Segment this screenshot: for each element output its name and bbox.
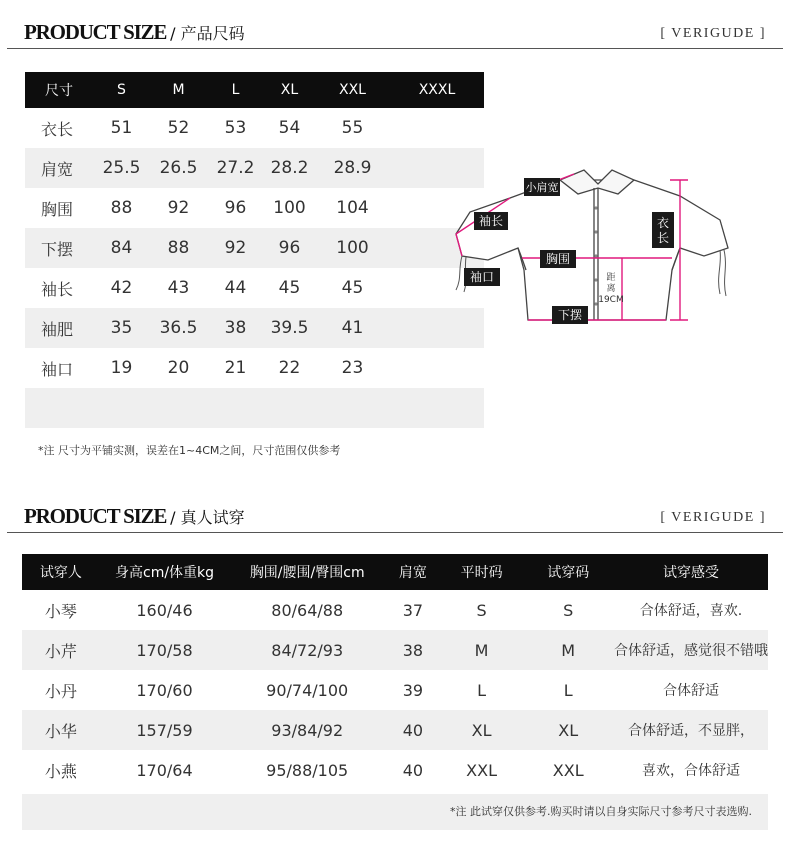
size-row-label: 衣长 — [41, 119, 74, 139]
tryon-cell: 38 — [385, 630, 441, 670]
tryon-feeling: 合体舒适 — [663, 683, 719, 699]
tryon-cell: 小丹 — [44, 681, 77, 701]
size-cell: 23 — [341, 358, 364, 378]
tryon-header-cell: 试穿感受 — [614, 554, 768, 590]
size-cell: 43 — [167, 278, 190, 298]
tryon-cell: 40 — [385, 710, 441, 750]
size-cell — [390, 348, 484, 388]
size-header-cell: XXXL — [390, 72, 484, 108]
size-table-row — [25, 388, 484, 428]
size-table — [25, 72, 484, 428]
tryon-header-cell: 胸围/腰围/臀围cm — [229, 554, 385, 590]
size-cell: 21 — [224, 358, 247, 378]
size-cell: 27.2 — [207, 148, 264, 188]
tryon-feeling: 合体舒适，不显胖， — [614, 710, 768, 750]
tryon-cell: 170/58 — [100, 630, 230, 670]
size-cell — [93, 388, 150, 428]
tryon-cell: 80/64/88 — [271, 600, 344, 620]
size-header-cell: XXL — [315, 72, 390, 108]
size-row-label — [25, 388, 93, 428]
tryon-cell: 小芹 — [22, 630, 100, 670]
garment-diagram — [448, 160, 738, 335]
tryon-feeling: 合体舒适，感觉很不错哦 — [614, 630, 768, 670]
tryon-cell: XXL — [466, 760, 497, 780]
section2-brand: [ VERIGUDE ] — [660, 510, 766, 525]
tryon-table-row — [22, 710, 768, 750]
section1-title — [24, 20, 245, 45]
diagram-label-cuff — [464, 268, 500, 286]
size-note: *注 尺寸为平铺实测，误差在1~4CM之间，尺寸范围仅供参考 — [38, 444, 341, 457]
size-cell — [150, 388, 207, 428]
size-row-label: 肩宽 — [25, 148, 93, 188]
size-cell — [207, 388, 264, 428]
tryon-cell: 84/72/93 — [229, 630, 385, 670]
tryon-cell: 39 — [402, 680, 424, 700]
svg-text:胸围: 胸围 — [545, 252, 571, 266]
tryon-feeling: 合体舒适，喜欢. — [639, 603, 743, 619]
tryon-table-row — [22, 590, 768, 630]
size-cell: 20 — [167, 358, 190, 378]
size-header-cell: XL — [264, 72, 315, 108]
size-cell: 45 — [278, 278, 301, 298]
tryon-cell: 40 — [402, 760, 424, 780]
tryon-cell: 小燕 — [44, 761, 77, 781]
tryon-cell: 157/59 — [100, 710, 230, 750]
size-cell: 45 — [341, 278, 364, 298]
tryon-header-cell: 试穿码 — [522, 554, 614, 590]
section1-divider — [7, 48, 783, 49]
size-cell: 38 — [207, 308, 264, 348]
svg-text:袖口: 袖口 — [469, 270, 495, 284]
tryon-table — [22, 554, 768, 790]
svg-text:下摆: 下摆 — [557, 308, 583, 322]
tryon-table-row — [22, 750, 768, 790]
svg-text:小肩宽: 小肩宽 — [525, 181, 559, 194]
size-cell: 96 — [224, 198, 247, 218]
tryon-cell: XL — [522, 710, 614, 750]
size-cell: 52 — [167, 118, 190, 138]
tryon-note: *注 此试穿仅供参考.购买时请以自身实际尺寸参考尺寸表选购. — [22, 794, 768, 830]
tryon-cell: 95/88/105 — [266, 760, 349, 780]
tryon-cell: S — [563, 600, 574, 620]
tryon-table-row — [22, 670, 768, 710]
tryon-cell: XL — [441, 710, 523, 750]
tryon-cell: L — [477, 680, 487, 700]
diagram-label-chest — [540, 250, 576, 268]
diagram-label-sleeve — [474, 212, 508, 230]
size-cell: 28.2 — [264, 148, 315, 188]
size-cell — [390, 388, 484, 428]
tryon-cell: 小华 — [22, 710, 100, 750]
tryon-cell: 170/60 — [136, 680, 193, 700]
size-row-label: 袖肥 — [25, 308, 93, 348]
tryon-cell: 160/46 — [136, 600, 193, 620]
tryon-cell: 90/74/100 — [266, 680, 349, 700]
size-table-row — [25, 188, 484, 228]
size-table-row — [25, 108, 484, 148]
size-table-header — [25, 72, 484, 108]
size-cell: 100 — [273, 198, 306, 218]
tryon-table-header — [22, 554, 768, 590]
tryon-cell: M — [441, 630, 523, 670]
size-header-cell: S — [93, 72, 150, 108]
svg-text:距离19CM: 距离 19CM — [598, 273, 624, 305]
tryon-cell: 小琴 — [44, 601, 77, 621]
size-cell: 28.9 — [315, 148, 390, 188]
size-row-label: 胸围 — [41, 199, 74, 219]
size-cell: 88 — [110, 198, 133, 218]
svg-text:衣长: 衣长 — [656, 216, 670, 245]
size-cell: 22 — [278, 358, 301, 378]
size-table-row — [25, 308, 484, 348]
section2-divider — [7, 532, 783, 533]
tryon-cell: 170/64 — [136, 760, 193, 780]
size-cell: 100 — [315, 228, 390, 268]
tryon-table-row — [22, 630, 768, 670]
size-row-label: 袖长 — [41, 279, 74, 299]
size-cell: 55 — [341, 118, 364, 138]
section2-title-main: PRODUCT SIZE — [24, 504, 167, 528]
size-row-label: 下摆 — [25, 228, 93, 268]
diagram-label-shoulder — [524, 178, 560, 196]
size-cell: 39.5 — [264, 308, 315, 348]
size-table-row — [25, 268, 484, 308]
tryon-feeling: 喜欢，合体舒适 — [642, 763, 740, 779]
size-table-row — [25, 148, 484, 188]
size-cell: 36.5 — [150, 308, 207, 348]
size-header-cell: L — [207, 72, 264, 108]
size-cell: 41 — [315, 308, 390, 348]
tryon-header-cell: 平时码 — [441, 554, 523, 590]
size-cell: 92 — [167, 198, 190, 218]
section2-subtitle: / 真人试穿 — [170, 508, 245, 527]
tryon-header-cell: 肩宽 — [385, 554, 441, 590]
size-cell: 26.5 — [150, 148, 207, 188]
section1-subtitle: / 产品尺码 — [170, 24, 245, 43]
tryon-cell: 37 — [402, 600, 424, 620]
size-cell: 19 — [110, 358, 133, 378]
diagram-label-hem — [552, 306, 588, 324]
size-cell: 51 — [110, 118, 133, 138]
section1-brand: [ VERIGUDE ] — [660, 26, 766, 41]
tryon-cell: XXL — [552, 760, 584, 780]
tryon-cell: S — [476, 600, 487, 620]
size-cell: 92 — [207, 228, 264, 268]
size-cell: 84 — [93, 228, 150, 268]
section2-title — [24, 504, 245, 529]
tryon-cell: 93/84/92 — [229, 710, 385, 750]
svg-text:袖长: 袖长 — [478, 214, 504, 228]
size-cell: 53 — [224, 118, 247, 138]
tryon-cell: L — [563, 680, 573, 700]
drawstring-right — [719, 250, 726, 296]
size-cell: 88 — [150, 228, 207, 268]
size-table-row — [25, 348, 484, 388]
size-cell: 42 — [110, 278, 133, 298]
size-header-cell: 尺寸 — [25, 72, 93, 108]
tryon-header-cell: 试穿人 — [22, 554, 100, 590]
size-cell: 35 — [93, 308, 150, 348]
diagram-label-length — [652, 212, 674, 248]
size-cell: 104 — [336, 198, 369, 218]
tryon-cell: M — [522, 630, 614, 670]
size-cell: 44 — [224, 278, 247, 298]
size-cell: 25.5 — [93, 148, 150, 188]
tryon-header-cell: 身高cm/体重kg — [100, 554, 230, 590]
size-table-row — [25, 228, 484, 268]
shirt-outline — [456, 170, 728, 320]
size-cell — [264, 388, 315, 428]
section1-title-main: PRODUCT SIZE — [24, 20, 167, 44]
size-row-label: 袖口 — [41, 359, 74, 379]
size-cell — [390, 108, 484, 148]
size-cell: 96 — [264, 228, 315, 268]
size-cell — [315, 388, 390, 428]
size-cell: 54 — [278, 118, 301, 138]
size-header-cell: M — [150, 72, 207, 108]
